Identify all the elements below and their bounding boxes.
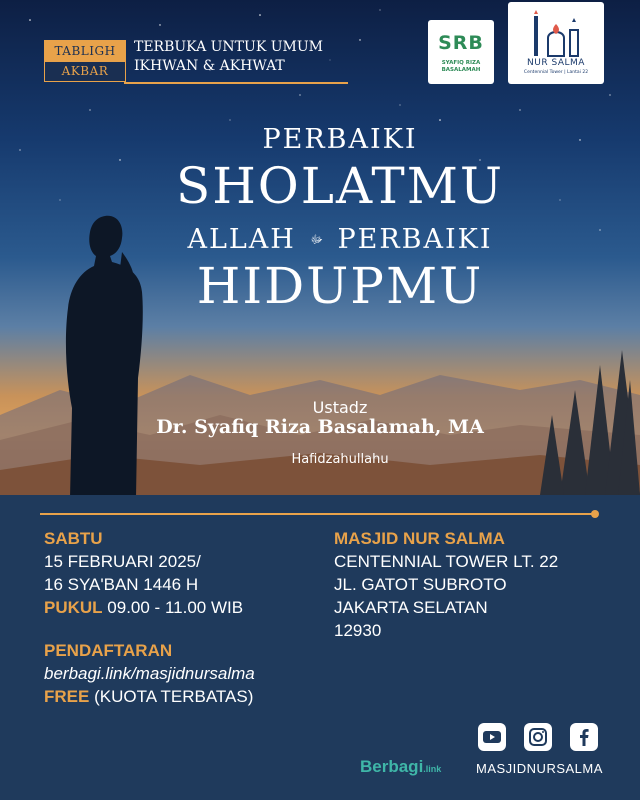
venue-line-4: 12930 xyxy=(334,621,382,640)
headline-line-1: PERBAIKI xyxy=(262,124,418,155)
event-date-gregorian: 15 FEBRUARI 2025/ xyxy=(44,552,201,571)
headline-line-2: SHOLATMU xyxy=(175,157,505,215)
social-handle: MASJIDNURSALMA xyxy=(476,761,603,776)
audience-line-1: TERBUKA UNTUK UMUM xyxy=(134,39,323,55)
mosque-icon xyxy=(528,8,584,58)
event-time xyxy=(44,598,243,618)
registration-label: PENDAFTARAN xyxy=(44,641,173,660)
badge-bottom-label: AKBAR xyxy=(45,62,125,81)
audience-text xyxy=(134,38,323,76)
headline-line-3 xyxy=(130,224,550,255)
berbagi-brand xyxy=(360,757,441,777)
srb-logo-text-2: BASALAMAH xyxy=(441,66,481,73)
srb-logo-text xyxy=(428,60,494,73)
berbagi-brand-name: Berbagi xyxy=(360,757,424,776)
audience-divider xyxy=(124,82,348,84)
venue-line-3: JAKARTA SELATAN xyxy=(334,598,488,617)
registration-price xyxy=(44,687,253,707)
venue-line-2: JL. GATOT SUBROTO xyxy=(334,575,507,594)
event-date-hijri: 16 SYA'BAN 1446 H xyxy=(44,575,199,594)
tabligh-akbar-badge xyxy=(44,40,126,82)
srb-logo-mark: SRB xyxy=(438,32,484,54)
nur-salma-logo-subtitle: Centennial Tower | Lantai 22 xyxy=(523,70,589,75)
speaker-name: Dr. Syafiq Riza Basalamah, MA xyxy=(156,416,484,438)
venue-line-1: CENTENNIAL TOWER LT. 22 xyxy=(334,552,559,571)
nur-salma-logo-name: NUR SALMA xyxy=(527,58,585,68)
instagram-icon[interactable] xyxy=(524,723,552,751)
headline-line-3b: PERBAIKI xyxy=(337,224,493,255)
event-day: SABTU xyxy=(44,529,103,548)
info-divider xyxy=(40,513,596,515)
swt-glyph: ﷻ xyxy=(310,232,323,246)
srb-logo xyxy=(428,20,494,84)
speaker-honorific: Hafidzahullahu xyxy=(291,452,389,467)
venue-name: MASJID NUR SALMA xyxy=(334,529,505,548)
facebook-icon[interactable] xyxy=(570,723,598,751)
registration-free: FREE xyxy=(44,687,90,706)
srb-logo-text-1: SYAFIQ RIZA xyxy=(441,60,481,66)
event-time-value: 09.00 - 11.00 WIB xyxy=(107,598,244,617)
headline-line-3a: ALLAH xyxy=(187,224,296,255)
headline-line-4: HIDUPMU xyxy=(196,257,484,315)
registration-link[interactable]: berbagi.link/masjidnursalma xyxy=(44,664,255,683)
audience-line-2: IKHWAN & AKHWAT xyxy=(134,58,285,74)
speaker-title: Ustadz xyxy=(312,398,368,417)
event-info-panel xyxy=(0,495,640,800)
youtube-icon[interactable] xyxy=(478,723,506,751)
registration-note: (KUOTA TERBATAS) xyxy=(94,687,254,706)
nur-salma-logo xyxy=(508,2,604,84)
info-divider-dot xyxy=(591,510,599,518)
berbagi-brand-suffix: .link xyxy=(423,764,442,774)
badge-top-label: TABLIGH xyxy=(45,41,125,62)
event-time-label: PUKUL xyxy=(44,598,103,617)
